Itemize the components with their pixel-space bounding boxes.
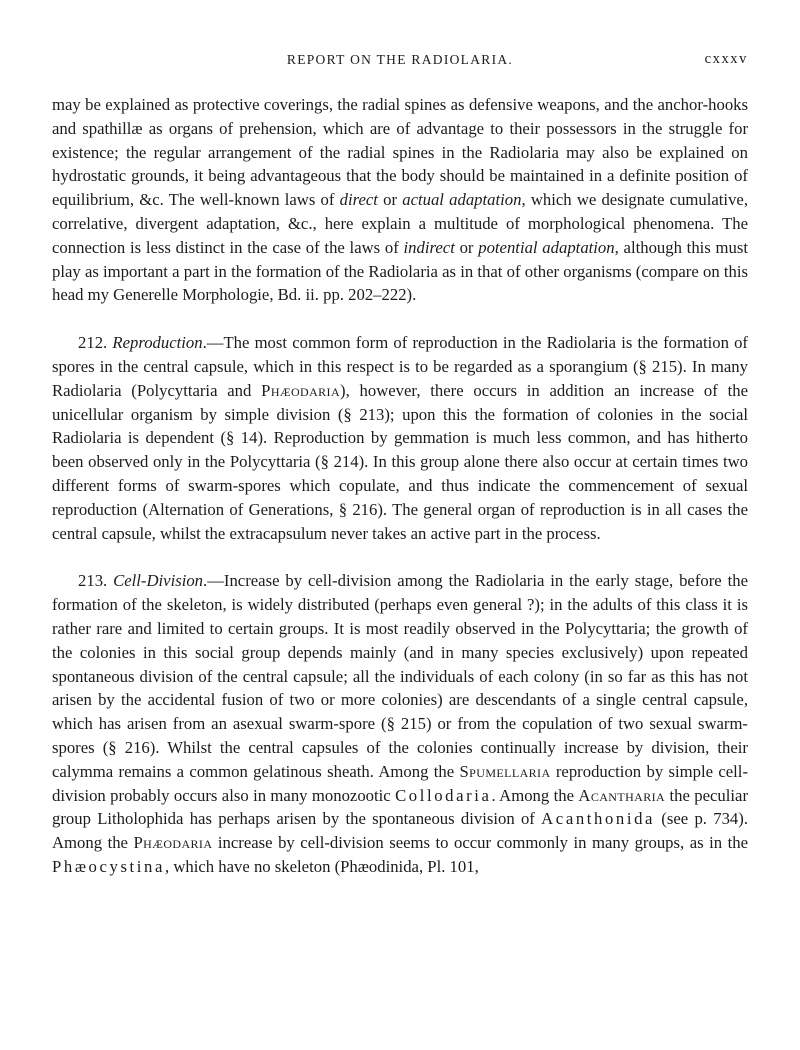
paragraph-213-cell-division: [52, 569, 748, 878]
taxon-small-caps: Phæodaria: [133, 833, 213, 853]
emphasis: direct: [339, 190, 378, 210]
document-page: [52, 38, 748, 879]
paragraph-212-reproduction: [52, 331, 748, 545]
page-header: [52, 38, 748, 68]
text-run: the peculiar group Litholophida has perhaps arisen by the spontaneous division of: [52, 785, 749, 829]
text-run: ), however, there occurs in addition an increase of the unicellular organism by simple division (§ 213); upon this the formation of colonies in the social Radiolaria is dependent (§ 14). Reproduction by gemmation is much less common, and has hitherto been observed only in the Polycyttaria (§ 214). In this group alone there also occur at certain times two different forms of swarm-spores which copulate, and thus indicate the commencement of sexual reproduction (Alternation of Generations, § 216). The general organ of reproduction is in all cases the central capsule, whilst the extracapsulum never takes an active part in the process.: [52, 380, 748, 543]
text-run: .—The most common form of reproduction in the Radiolaria is the formation of spores in the central capsule, which in this respect is to be regarded as a sporangium (§ 215). In many Radiolaria (Polycyttaria and: [52, 333, 748, 400]
emphasis: indirect: [403, 237, 455, 257]
paragraph-continued: [52, 93, 748, 307]
emphasis: actual adaptation: [402, 190, 522, 210]
taxon-spaced: Collodaria: [395, 785, 492, 805]
taxon-small-caps: Phæodaria: [261, 380, 341, 400]
text-run: , which have no skeleton (Phæodinida, Pl. 101,: [164, 856, 479, 876]
text-run: . Among the: [491, 785, 579, 805]
section-heading: Reproduction: [112, 333, 203, 353]
text-run: , although this must play as important a part in the formation of the Radiolaria as in that of other organisms (compare on this head my Generelle Morphologie, Bd. ii. pp. 202–222).: [52, 237, 748, 305]
taxon-small-caps: Acantharia: [578, 785, 666, 805]
text-run: increase by cell-division seems to occur commonly in many groups, as in the: [212, 833, 749, 853]
page-number: cxxxv: [704, 51, 748, 67]
running-title: REPORT ON THE RADIOLARIA.: [286, 52, 514, 67]
text-run: or: [454, 237, 479, 257]
text-run: may be explained as protective coverings, the radial spines as defensive weapons, and the anchor-hooks and spathillæ as organs of prehension, which are of advantage to their possessors in the struggle for existence; the regular arrangement of the radial spines in the Radiolaria may also be explained on hydrostatic grounds, it being advantageous that the body should be maintained in a definite position of equilibrium, &c. The well-known laws of: [52, 95, 748, 210]
section-number: 212.: [78, 333, 113, 353]
text-run: or: [377, 190, 403, 210]
section-number: 213.: [78, 571, 114, 591]
text-run: reproduction by simple cell-division probably occurs also in many monozootic: [52, 761, 748, 805]
emphasis: potential adaptation: [478, 237, 615, 257]
taxon-spaced: Acanthonida: [541, 809, 656, 829]
taxon-small-caps: Spumellaria: [459, 761, 551, 781]
text-run: .—Increase by cell-division among the Radiolaria in the early stage, before the formation of the skeleton, is widely distributed (perhaps even general ?); in the adults of this class it is rather rare and limited to certain groups. It is most readily observed in the Polycyttaria; the growth of the colonies in this social group depends mainly (and in many species exclusively) upon repeated spontaneous division of the central capsule; all the individuals of each colony (in so far as this has not arisen by the accidental fusion of two or more colonies) are descendants of a single central capsule, which has arisen from an asexual swarm-spore (§ 215) or from the copulation of two sexual swarm-spores (§ 216). Whilst the central capsules of the colonies continually increase by division, their calymma remains a common gelatinous sheath. Among the: [52, 571, 748, 781]
taxon-spaced: Phæocystina: [52, 856, 165, 876]
section-heading: Cell-Division: [113, 571, 204, 591]
text-run: (see p. 734). Among the: [52, 809, 749, 853]
text-run: , which we designate cumulative, correlative, divergent adaptation, &c., here explain a multitude of morphological phenomena. The connection is less distinct in the case of the laws of: [52, 190, 748, 257]
